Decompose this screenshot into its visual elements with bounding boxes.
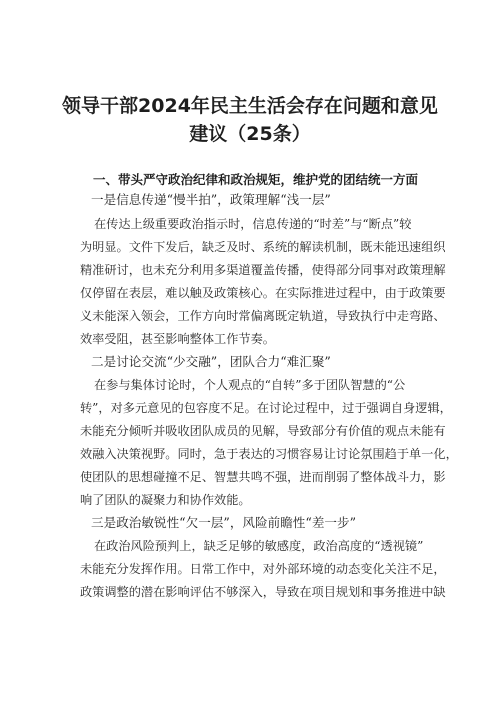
paragraph-line: 在参与集体讨论时，个人观点的“自转”多于团队智慧的“公 [94,378,406,392]
subheading-1: 一是信息传递“慢半拍”，政策理解“浅一层” [91,192,331,207]
subheading-2: 二是讨论交流“少交融”，团队合力“难汇聚” [91,354,331,369]
paragraph-line: 未能充分倾听并吸收团队成员的见解，导致部分有价值的观点未能有 [80,424,446,438]
paragraph-line: 精准研讨，也未充分利用多渠道覆盖传播，使得部分同事对政策理解 [80,263,446,277]
paragraph-line: 转”，对多元意见的包容度不足。在讨论过程中，过于强调自身逻辑， [80,401,452,415]
subheading-3: 三是政治敏锐性“欠一层”，风险前瞻性“差一步” [91,515,357,530]
paragraph-line: 仅停留在表层，难以触及政策核心。在实际推进过程中，由于政策要 [80,286,446,300]
paragraph-line: 响了团队的凝聚力和协作效能。 [80,493,251,507]
document-title-line-2: 建议（25条） [189,123,311,145]
document-title-line-1: 领导干部2024年民主生活会存在问题和意见 [62,95,438,117]
paragraph-line: 在传达上级重要政治指示时，信息传递的“时差”与“断点”较 [94,217,412,231]
section-heading-1: 一、带头严守政治纪律和政治规矩，维护党的团结统一方面 [93,172,419,187]
paragraph-line: 未能充分发挥作用。日常工作中，对外部环境的动态变化关注不足， [80,562,446,576]
paragraph-line: 效率受阻，甚至影响整体工作节奏。 [80,332,275,346]
paragraph-line: 为明显。文件下发后，缺乏及时、系统的解读机制，既未能迅速组织 [80,240,446,254]
paragraph-line: 政策调整的潜在影响评估不够深入，导致在项目规划和事务推进中缺 [80,585,446,599]
paragraph-line: 义未能深入领会，工作方向时常偏离既定轨道，导致执行中走弯路、 [80,309,446,323]
paragraph-line: 在政治风险预判上，缺乏足够的敏感度，政治高度的“透视镜” [94,539,424,553]
paragraph-line: 使团队的思想碰撞不足、智慧共鸣不强，进而削弱了整体战斗力，影 [80,470,446,484]
paragraph-line: 效融入决策视野。同时，急于表达的习惯容易让讨论氛围趋于单一化， [80,447,458,461]
